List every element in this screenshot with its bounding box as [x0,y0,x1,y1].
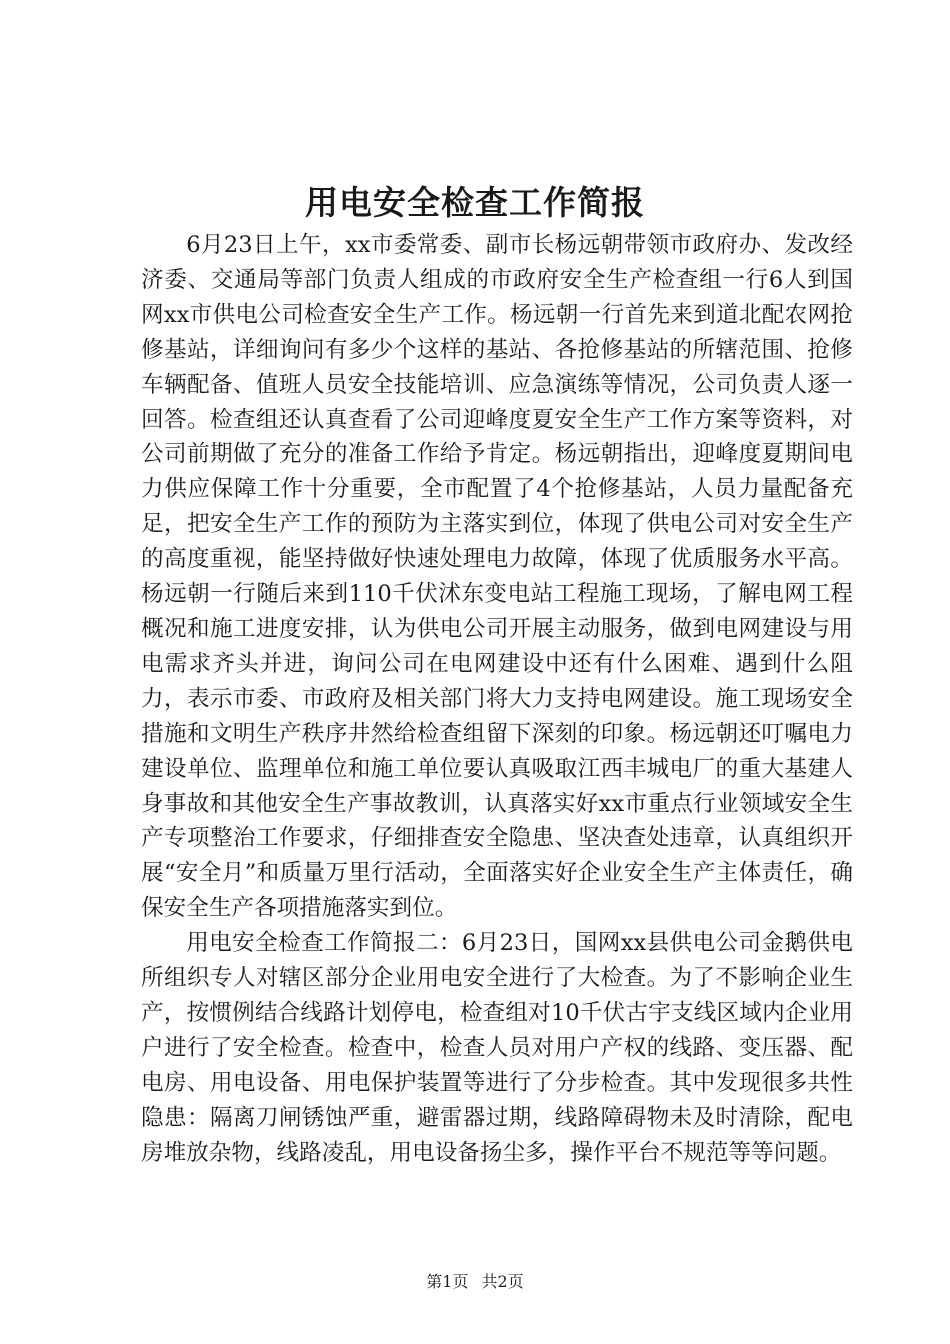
paragraph-2: 用电安全检查工作简报二：6月23日，国网xx县供电公司金鹅供电所组织专人对辖区部分企业用电安全进行了大检查。为了不影响企业生产，按惯例结合线路计划停电，检查组对10千伏古宇支线区域内企业用户进行了安全检查。检查中，检查人员对用户产权的线路、变压器、配电房、用电设备、用电保护装置等进行了分步检查。其中发现很多共性隐患：隔离刀闸锈蚀严重，避雷器过期，线路障碍物未及时清除，配电房堆放杂物，线路凌乱，用电设备扬尘多，操作平台不规范等等问题。 [141,930,853,1166]
paragraph-1: 6月23日上午，xx市委常委、副市长杨远朝带领市政府办、发改经济委、交通局等部门负责人组成的市政府安全生产检查组一行6人到国网xx市供电公司检查安全生产工作。杨远朝一行首先来到道北配农网抢修基站，详细询问有多少个这样的基站、各抢修基站的所辖范围、抢修车辆配备、值班人员安全技能培训、应急演练等情况，公司负责人逐一回答。检查组还认真查看了公司迎峰度夏安全生产工作方案等资料，对公司前期做了充分的准备工作给予肯定。杨远朝指出，迎峰度夏期间电力供应保障工作十分重要，全市配置了4个抢修基站，人员力量配备充足，把安全生产工作的预防为主落实到位，体现了供电公司对安全生产的高度重视，能坚持做好快速处理电力故障，体现了优质服务水平高。杨远朝一行随后来到110千伏沭东变电站工程施工现场，了解电网工程概况和施工进度安排，认为供电公司开展主动服务，做到电网建设与用电需求齐头并进，询问公司在电网建设中还有什么困难、遇到什么阻力，表示市委、市政府及相关部门将大力支持电网建设。施工现场安全措施和文明生产秩序井然给检查组留下深刻的印象。杨远朝还叮嘱电力建设单位、监理单位和施工单位要认真吸取江西丰城电厂的重大基建人身事故和其他安全生产事故教训，认真落实好xx市重点行业领域安全生产专项整治工作要求，仔细排查安全隐患、坚决查处违章，认真组织开展“安全月”和质量万里行活动，全面落实好企业安全生产主体责任，确保安全生产各项措施落实到位。 [141,232,853,922]
document-body [141,228,853,1170]
page-footer [0,1270,950,1294]
page-number-current: 第1页 [426,1272,469,1291]
document-title: 用电安全检查工作简报 [305,183,645,222]
page-number-total: 共2页 [481,1272,524,1291]
